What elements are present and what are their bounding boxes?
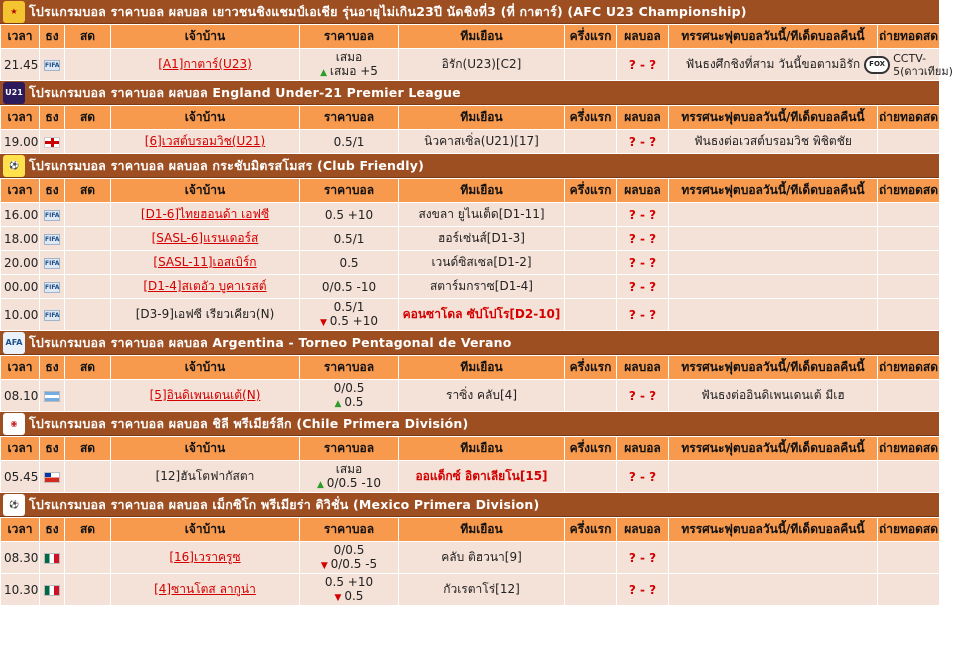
mexico-flag-icon [44,553,60,564]
half-time-score [565,299,617,331]
half-time-score [565,227,617,251]
chile-flag-icon [44,472,60,483]
away-team: กัวเรตาโร่[12] [399,574,565,606]
col-tip-header: ทรรศนะฟุตบอลวันนี้/ทีเด็ดบอลคืนนี้ [669,356,878,380]
col-result-header: ผลบอล [617,356,669,380]
home-team-cell [111,461,300,493]
match-tip[interactable] [669,542,878,574]
col-tv-header: ถ่ายทอดสด [878,179,940,203]
match-tip[interactable]: ฟันธงต่อเวสต์บรอมวิช พิชิตชัย [669,130,878,154]
match-time: 21.45 [1,49,40,81]
away-team: ราซิ่ง คลับ[4] [399,380,565,412]
odds-value: 0/0.5 -10 [326,475,381,490]
live-cell[interactable] [65,130,111,154]
away-team: ออแด็กซ์ อิตาเลียโน[15] [399,461,565,493]
odds-value: 0/0.5 [333,380,365,395]
tv-channel-cell [878,130,940,154]
league-title: โปรแกรมบอล ราคาบอล ผลบอล Argentina - Torneo Pentagonal de Verano [29,334,512,350]
column-header-row [1,437,940,461]
odds-cell [300,49,399,81]
col-tip-header: ทรรศนะฟุตบอลวันนี้/ทีเด็ดบอลคืนนี้ [669,179,878,203]
home-team-cell [111,130,300,154]
col-tip-header: ทรรศนะฟุตบอลวันนี้/ทีเด็ดบอลคืนนี้ [669,437,878,461]
league-title: โปรแกรมบอล ราคาบอล ผลบอล England Under-21 Premier League [29,84,461,100]
league-title: โปรแกรมบอล ราคาบอล ผลบอล เยาวชนชิงแชมป์เอเชีย รุ่นอายุไม่เกิน23ปี นัดชิงที่3 (ที่ กาตาร์) (AFC U23 Championship) [29,3,747,19]
match-table [0,105,940,154]
odds-cell [300,251,399,275]
match-row [1,380,940,412]
odds-cell [300,542,399,574]
half-time-score [565,275,617,299]
odds-line [300,557,398,573]
odds-value: 0.5 [344,394,364,409]
column-header-row [1,518,940,542]
half-time-score [565,251,617,275]
col-half-header: ครึ่งแรก [565,437,617,461]
column-header-row [1,179,940,203]
col-tv-header: ถ่ายทอดสด [878,437,940,461]
fifa-flag-icon: FIFA [45,211,60,219]
half-time-score [565,574,617,606]
tv-channel-cell [878,461,940,493]
col-result-header: ผลบอล [617,25,669,49]
tv-channel-name: CCTV-5(ดาวเทียม) [893,51,953,78]
home-team-link[interactable]: [D1-6]ไทยฮอนด้า เอฟซี [140,207,270,221]
column-header-row [1,25,940,49]
col-live-header: สด [65,25,111,49]
match-time: 20.00 [1,251,40,275]
odds-value: 0/0.5 -10 [321,279,377,294]
away-team: คลับ ติฮวนา[9] [399,542,565,574]
live-cell[interactable] [65,380,111,412]
col-flag-header: ธง [40,356,65,380]
match-tip[interactable] [669,227,878,251]
arrow-down-icon: ▼ [334,592,345,603]
home-team-cell [111,227,300,251]
col-tv-header: ถ่ายทอดสด [878,356,940,380]
col-flag-header: ธง [40,437,65,461]
column-header-row [1,106,940,130]
col-time-header: เวลา [1,356,40,380]
home-team-link[interactable]: [5]อินดิเพนเดนเต้(N) [149,388,261,402]
match-row [1,227,940,251]
col-tv-header: ถ่ายทอดสด [878,25,940,49]
odds-value: 0.5 +10 [329,313,379,328]
match-row [1,251,940,275]
col-live-header: สด [65,356,111,380]
col-time-header: เวลา [1,179,40,203]
col-away-header: ทีมเยือน [399,106,565,130]
col-live-header: สด [65,179,111,203]
match-row [1,203,940,227]
col-tv-header: ถ่ายทอดสด [878,518,940,542]
col-tip-header: ทรรศนะฟุตบอลวันนี้/ทีเด็ดบอลคืนนี้ [669,518,878,542]
half-time-score [565,461,617,493]
home-team-cell [111,542,300,574]
flag-cell [40,227,65,251]
live-cell[interactable] [65,299,111,331]
away-team: นิวคาสเซิ่ล(U21)[17] [399,130,565,154]
fox-tv-logo-icon: FOX [864,56,890,74]
home-team-cell [111,574,300,606]
col-odds-header: ราคาบอล [300,518,399,542]
home-team-link[interactable]: [12]ฮันโตฟากัสตา [155,469,255,483]
match-row [1,574,940,606]
league-header [0,331,939,355]
mexico-league-logo-icon: ⚽ [3,494,25,516]
home-team-link[interactable]: [SASL-11]เอสเบิร์ก [153,255,257,269]
odds-value: 0.5/1 [333,299,365,314]
col-tip-header: ทรรศนะฟุตบอลวันนี้/ทีเด็ดบอลคืนนี้ [669,106,878,130]
col-result-header: ผลบอล [617,437,669,461]
match-table [0,517,940,606]
col-live-header: สด [65,106,111,130]
match-result[interactable]: ? - ? [617,227,669,251]
match-row [1,299,940,331]
match-time: 10.30 [1,574,40,606]
live-cell[interactable] [65,49,111,81]
col-half-header: ครึ่งแรก [565,356,617,380]
col-half-header: ครึ่งแรก [565,25,617,49]
arrow-up-icon: ▲ [334,398,345,409]
col-odds-header: ราคาบอล [300,437,399,461]
match-time: 18.00 [1,227,40,251]
odds-cell [300,299,399,331]
home-team-link[interactable]: [D1-4]สเตอัว บูคาเรสต์ [143,279,267,293]
tv-channel-cell [878,299,940,331]
col-tv-header: ถ่ายทอดสด [878,106,940,130]
col-home-header: เจ้าบ้าน [111,179,300,203]
tv-channel [869,51,953,78]
odds-line [300,280,398,294]
tv-channel-cell [878,380,940,412]
odds-line [300,300,398,314]
live-cell[interactable] [65,574,111,606]
col-home-header: เจ้าบ้าน [111,356,300,380]
odds-value: 0.5 [344,588,364,603]
col-time-header: เวลา [1,437,40,461]
odds-cell [300,227,399,251]
col-away-header: ทีมเยือน [399,356,565,380]
match-time: 08.10 [1,380,40,412]
match-tip[interactable] [669,203,878,227]
away-team: อิรัก(U23)[C2] [399,49,565,81]
odds-line [300,232,398,246]
home-team-link[interactable]: [16]เวราครูซ [169,550,241,564]
chile-league-logo-icon: ◉ [3,413,25,435]
mexico-flag-icon [44,585,60,596]
league-title: โปรแกรมบอล ราคาบอล ผลบอล กระชับมิตรสโมสร (Club Friendly) [29,157,424,173]
half-time-score [565,203,617,227]
match-time: 08.30 [1,542,40,574]
odds-cell [300,574,399,606]
arrow-down-icon: ▼ [319,317,330,328]
home-team-cell [111,251,300,275]
match-tip[interactable] [669,299,878,331]
flag-cell [40,380,65,412]
home-team-link[interactable]: [SASL-6]แรนเดอร์ส [151,231,259,245]
fifa-flag-icon: FIFA [45,311,60,319]
odds-value: 0/0.5 [333,542,365,557]
tv-channel-cell [878,203,940,227]
league-title: โปรแกรมบอล ราคาบอล ผลบอล ชิลี พรีเมียร์ลีก (Chile Primera División) [29,415,469,431]
home-team-link[interactable]: [A1]กาตาร์(U23) [158,57,252,71]
match-result[interactable]: ? - ? [617,299,669,331]
col-tip-header: ทรรศนะฟุตบอลวันนี้/ทีเด็ดบอลคืนนี้ [669,25,878,49]
england-flag-icon [44,137,60,148]
tv-channel-cell [878,542,940,574]
match-result[interactable]: ? - ? [617,380,669,412]
odds-line [300,462,398,476]
half-time-score [565,542,617,574]
fifa-flag-icon: FIFA [45,61,60,69]
col-result-header: ผลบอล [617,179,669,203]
flag-cell [40,299,65,331]
live-cell[interactable] [65,275,111,299]
league-header [0,154,939,178]
odds-line [300,589,398,605]
odds-cell [300,380,399,412]
live-cell[interactable] [65,203,111,227]
odds-cell [300,275,399,299]
argentina-flag-icon [44,391,60,402]
odds-value: 0.5 [339,255,359,270]
tv-channel-cell [878,574,940,606]
col-time-header: เวลา [1,25,40,49]
tv-channel-cell [878,227,940,251]
match-result[interactable]: ? - ? [617,130,669,154]
half-time-score [565,49,617,81]
home-team-link[interactable]: [6]เวสต์บรอมวิช(U21) [144,134,266,148]
match-time: 05.45 [1,461,40,493]
match-table [0,178,940,331]
live-cell[interactable] [65,542,111,574]
col-odds-header: ราคาบอล [300,356,399,380]
match-result[interactable]: ? - ? [617,275,669,299]
odds-line [300,395,398,411]
match-tip[interactable] [669,275,878,299]
match-result[interactable]: ? - ? [617,542,669,574]
odds-value: เสมอ +5 [329,63,378,78]
col-odds-header: ราคาบอล [300,25,399,49]
match-tip[interactable] [669,251,878,275]
fifa-flag-icon: FIFA [45,259,60,267]
col-home-header: เจ้าบ้าน [111,518,300,542]
odds-line [300,64,398,80]
home-team-cell [111,299,300,331]
arrow-up-icon: ▲ [320,67,330,78]
match-tip[interactable] [669,574,878,606]
odds-line [300,135,398,149]
match-row [1,130,940,154]
odds-value: 0.5 +10 [324,207,374,222]
away-team: ฮอร์เซ่นส์[D1-3] [399,227,565,251]
odds-cell [300,461,399,493]
league-header [0,493,939,517]
odds-line [300,50,398,64]
live-cell[interactable] [65,251,111,275]
col-away-header: ทีมเยือน [399,179,565,203]
col-odds-header: ราคาบอล [300,179,399,203]
home-team-cell [111,380,300,412]
col-home-header: เจ้าบ้าน [111,106,300,130]
flag-cell [40,130,65,154]
col-live-header: สด [65,518,111,542]
away-team: สตาร์มกราซ[D1-4] [399,275,565,299]
afc-u23-logo-icon: ★ [3,1,25,23]
match-time: 19.00 [1,130,40,154]
col-flag-header: ธง [40,179,65,203]
match-row [1,461,940,493]
match-tip[interactable] [669,461,878,493]
fifa-flag-icon: FIFA [45,235,60,243]
match-time: 00.00 [1,275,40,299]
match-result[interactable]: ? - ? [617,203,669,227]
odds-value: 0/0.5 -5 [330,556,378,571]
match-row [1,542,940,574]
flag-cell [40,574,65,606]
flag-cell [40,203,65,227]
live-cell[interactable] [65,227,111,251]
match-tip[interactable]: ฟันธงต่ออินดิเพนเดนเต้ มีเฮ [669,380,878,412]
league-header [0,81,939,105]
club-friendly-logo-icon: ⚽ [3,155,25,177]
col-result-header: ผลบอล [617,106,669,130]
match-time: 10.00 [1,299,40,331]
col-away-header: ทีมเยือน [399,25,565,49]
match-time: 16.00 [1,203,40,227]
match-result[interactable]: ? - ? [617,461,669,493]
col-flag-header: ธง [40,518,65,542]
odds-value: 0.5 +10 [324,574,374,589]
col-half-header: ครึ่งแรก [565,179,617,203]
tv-channel-cell [878,251,940,275]
tv-channel-cell [869,49,953,81]
col-home-header: เจ้าบ้าน [111,437,300,461]
col-live-header: สด [65,437,111,461]
col-time-header: เวลา [1,518,40,542]
fifa-flag-icon: FIFA [45,283,60,291]
home-team-cell [111,49,300,81]
odds-line [300,381,398,395]
home-team-link[interactable]: [4]ซานโตส ลากูน่า [154,582,256,596]
home-team-link[interactable]: [D3-9]เอฟซี เรียวเคียว(N) [135,307,275,321]
col-flag-header: ธง [40,25,65,49]
match-result[interactable]: ? - ? [617,251,669,275]
col-odds-header: ราคาบอล [300,106,399,130]
home-team-cell [111,203,300,227]
match-row [1,49,940,81]
match-tip[interactable]: ฟันธงศึกชิงที่สาม วันนี้ขอตามอิรัก [669,49,878,81]
flag-cell [40,461,65,493]
flag-cell [40,275,65,299]
match-result[interactable]: ? - ? [617,574,669,606]
col-home-header: เจ้าบ้าน [111,25,300,49]
odds-line [300,543,398,557]
col-time-header: เวลา [1,106,40,130]
col-half-header: ครึ่งแรก [565,106,617,130]
arrow-up-icon: ▲ [317,479,327,490]
match-result[interactable]: ? - ? [617,49,669,81]
half-time-score [565,130,617,154]
league-header [0,0,939,24]
odds-line [300,575,398,589]
col-away-header: ทีมเยือน [399,437,565,461]
match-table [0,24,953,81]
odds-cell [300,203,399,227]
flag-cell [40,542,65,574]
match-table [0,436,940,493]
league-header [0,412,939,436]
odds-line [300,314,398,330]
odds-cell [300,130,399,154]
arrow-down-icon: ▼ [320,560,331,571]
odds-value: เสมอ [335,49,363,64]
match-table [0,355,940,412]
home-team-cell [111,275,300,299]
odds-value: เสมอ [335,461,363,476]
away-team: สงขลา ยูไนเต็ด[D1-11] [399,203,565,227]
odds-value: 0.5/1 [333,231,365,246]
odds-line [300,476,398,492]
odds-value: 0.5/1 [333,134,365,149]
premier-league-u21-logo-icon: U21 [3,82,25,104]
tv-channel-cell [878,275,940,299]
odds-line [300,208,398,222]
league-title: โปรแกรมบอล ราคาบอล ผลบอล เม็กซิโก พรีเมียร่า ดิวิชั่น (Mexico Primera Division) [29,496,540,512]
flag-cell [40,251,65,275]
argentina-football-logo-icon: AFA [3,332,25,354]
col-half-header: ครึ่งแรก [565,518,617,542]
column-header-row [1,356,940,380]
flag-cell [40,49,65,81]
col-away-header: ทีมเยือน [399,518,565,542]
col-flag-header: ธง [40,106,65,130]
half-time-score [565,380,617,412]
odds-line [300,256,398,270]
away-team: เวนด์ซิสเซล[D1-2] [399,251,565,275]
match-row [1,275,940,299]
away-team: คอนซาโดล ซัปโปโร[D2-10] [399,299,565,331]
col-result-header: ผลบอล [617,518,669,542]
live-cell[interactable] [65,461,111,493]
